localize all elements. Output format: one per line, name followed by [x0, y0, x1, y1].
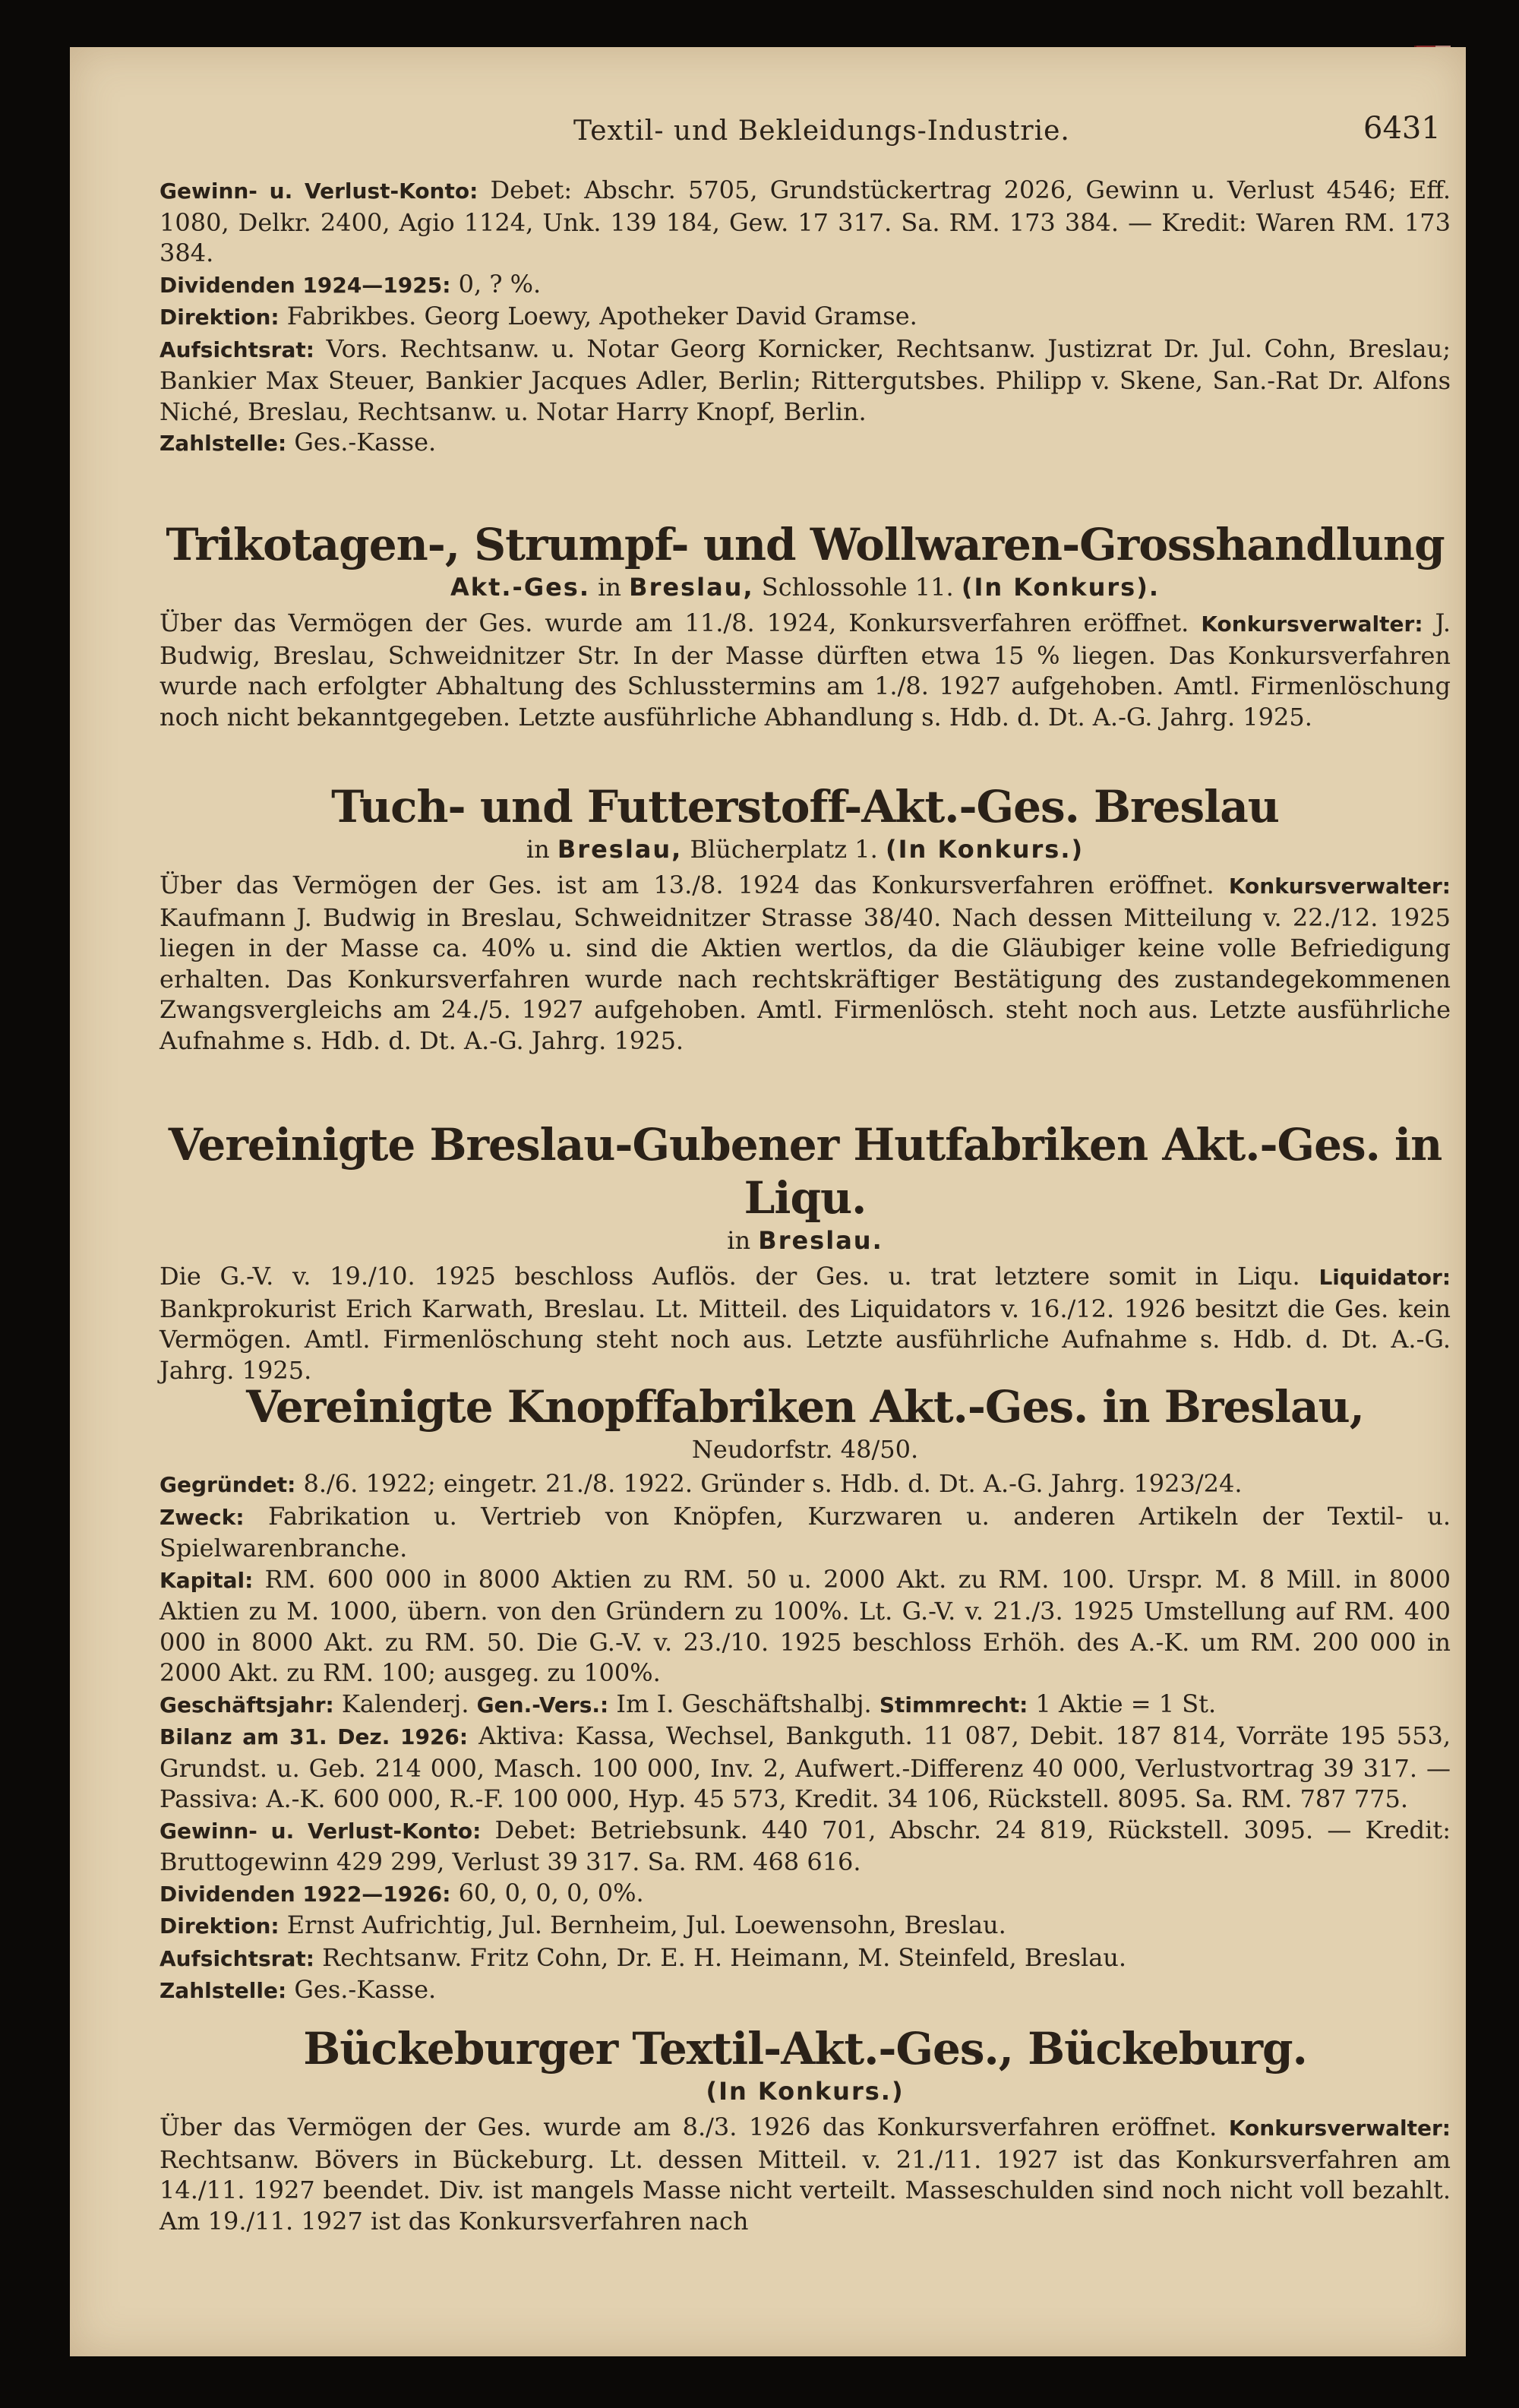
entry-subtitle	[159, 2075, 1451, 2107]
sub-in: in	[598, 573, 621, 602]
para-text-2: J. Budwig, Breslau, Schweidnitzer Str. In der Masse dürften etwa 15 % liegen. Das Konkursverfahren wurde nach erfolgter Abhaltung des Schlusstermins am 1./8. 1927 aufgehoben. Amtl. Firmenlöschung noch nicht bekanntgegeben. Letzte ausführliche Abhandlung s. Hdb. d. Dt. A.-G. Jahrg. 1925.	[159, 608, 1451, 732]
zahlstelle-label: Zahlstelle:	[159, 431, 287, 456]
gegruendet-label: Gegründet:	[159, 1472, 296, 1497]
direktion-line	[159, 301, 1451, 333]
aufsichtsrat-label: Aufsichtsrat:	[159, 337, 314, 362]
gewinn-paragraph	[159, 1815, 1451, 1878]
zweck-line	[159, 1501, 1451, 1564]
dividenden-text: 0, ? %.	[458, 269, 542, 299]
sub-city: Breslau,	[557, 835, 683, 864]
sub-address: Schlossohle 11.	[761, 573, 954, 602]
entry-subtitle	[159, 1225, 1451, 1256]
gen-vers-label: Gen.-Vers.:	[476, 1692, 609, 1718]
dividenden-line	[159, 269, 1451, 302]
zahlstelle-text: Ges.-Kasse.	[294, 1975, 437, 2004]
direktion-text: Fabrikbes. Georg Loewy, Apotheker David Gramse.	[286, 302, 917, 330]
sub-city: Breslau.	[758, 1226, 883, 1255]
entry-title: Tuch- und Futterstoff-Akt.-Ges. Breslau	[331, 781, 1279, 833]
dividenden-label: Dividenden 1922—1926:	[159, 1881, 451, 1907]
gegruendet-text: 8./6. 1922; eingetr. 21./8. 1922. Gründer s. Hdb. d. Dt. A.-G. Jahrg. 1923/24.	[303, 1469, 1243, 1498]
entry-paragraph	[159, 1261, 1451, 1386]
geschaeftsjahr-line	[159, 1689, 1451, 1721]
para-text-1: Über das Vermögen der Ges. wurde am 11./8. 1924, Konkursverfahren eröffnet.	[159, 608, 1189, 637]
gegruendet-line	[159, 1468, 1451, 1501]
konkursverwalter-label: Konkursverwalter:	[1201, 611, 1423, 637]
para-text-2: Rechtsanw. Bövers in Bückeburg. Lt. dessen Mitteil. v. 21./11. 1927 ist das Konkursverfahren am 14./11. 1927 beendet. Div. ist mangels Masse nicht verteilt. Masseschulden sind noch nicht voll bezahlt. Am 19./11. 1927 ist das Konkursverfahren nach	[159, 2144, 1451, 2236]
geschaeftsjahr-text: Kalenderj.	[341, 1689, 469, 1718]
aufsichtsrat-text: Rechtsanw. Fritz Cohn, Dr. E. H. Heimann, M. Steinfeld, Breslau.	[322, 1942, 1127, 1972]
scanned-page	[70, 47, 1466, 2356]
page-number: 6431	[1363, 111, 1441, 146]
para-text-1: Die G.-V. v. 19./10. 1925 beschloss Auflös. der Ges. u. trat letztere somit in Liqu.	[159, 1262, 1300, 1291]
direktion-text: Ernst Aufrichtig, Jul. Bernheim, Jul. Loewensohn, Breslau.	[286, 1910, 1006, 1939]
para-text-2: Kaufmann J. Budwig in Breslau, Schweidnitzer Strasse 38/40. Nach dessen Mitteilung v. 22./12. 1925 liegen in der Masse ca. 40% u. sind die Aktien wertlos, da die Gläubiger keine volle Befriedigung erhalten. Das Konkursverfahren wurde nach rechtskräftiger Bestätigung des zustandegekommenen Zwangsvergleichs am 24./5. 1927 aufgehoben. Amtl. Firmenlösch. steht noch aus. Letzte ausführliche Aufnahme s. Hdb. d. Dt. A.-G. Jahrg. 1925.	[159, 902, 1451, 1055]
entry-title: Vereinigte Breslau-Gubener Hutfabriken Akt.-Ges. in Liqu.	[168, 1119, 1442, 1224]
entry-title: Bückeburger Textil-Akt.-Ges., Bückeburg.	[303, 2023, 1307, 2075]
aufsichtsrat-text: Vors. Rechtsanw. u. Notar Georg Kornicker, Rechtsanw. Justizrat Dr. Jul. Cohn, Breslau; Bankier Max Steuer, Bankier Jacques Adler, Berlin; Rittergutsbes. Philipp v. Skene, San.-Rat Dr. Alfons Niché, Breslau, Rechtsanw. u. Notar Harry Knopf, Berlin.	[159, 333, 1451, 426]
sub-in: in	[526, 835, 550, 864]
sub-status: (In Konkurs.)	[706, 2077, 905, 2106]
dividenden-text: 60, 0, 0, 0, 0%.	[458, 1878, 644, 1907]
direktion-line	[159, 1910, 1451, 1942]
aufsichtsrat-paragraph	[159, 333, 1451, 428]
para-text-1: Über das Vermögen der Ges. wurde am 8./3. 1926 das Konkursverfahren eröffnet.	[159, 2113, 1217, 2141]
entry-paragraph	[159, 2112, 1451, 2236]
kapital-label: Kapital:	[159, 1567, 254, 1593]
stimmrecht-label: Stimmrecht:	[879, 1692, 1028, 1718]
direktion-label: Direktion:	[159, 1913, 279, 1939]
entry-title: Trikotagen-, Strumpf- und Wollwaren-Grosshandlung	[166, 519, 1445, 570]
gewinn-label: Gewinn- u. Verlust-Konto:	[159, 1818, 482, 1844]
zweck-label: Zweck:	[159, 1504, 245, 1530]
zahlstelle-line	[159, 427, 1451, 460]
entry-bueckeburger	[159, 2022, 1451, 2236]
direktion-label: Direktion:	[159, 305, 279, 330]
entry-tuch-futterstoff	[159, 780, 1451, 1056]
sub-address: Blücherplatz 1.	[690, 835, 878, 864]
sub-city: Breslau,	[629, 573, 754, 602]
dividenden-line	[159, 1878, 1451, 1910]
gewinn-paragraph	[159, 175, 1451, 269]
running-head	[159, 111, 1451, 161]
entry-subtitle	[159, 833, 1451, 865]
entry-paragraph	[159, 870, 1451, 1056]
zahlstelle-label: Zahlstelle:	[159, 1978, 287, 2003]
previous-company-block	[159, 175, 1451, 460]
stimmrecht-text: 1 Aktie = 1 St.	[1035, 1689, 1217, 1718]
entry-trikotagen	[159, 518, 1451, 732]
gewinn-text: Debet: Betriebsunk. 440 701, Abschr. 24 819, Rückstell. 3095. — Kredit: Bruttogewinn 429 299, Verlust 39 317. Sa. RM. 468 616.	[159, 1815, 1451, 1876]
zweck-text: Fabrikation u. Vertrieb von Knöpfen, Kurzwaren u. anderen Artikeln der Textil- u. Spielwarenbranche.	[159, 1501, 1451, 1563]
bilanz-paragraph	[159, 1721, 1451, 1815]
gewinn-label: Gewinn- u. Verlust-Konto:	[159, 179, 478, 204]
gewinn-text: Debet: Abschr. 5705, Grundstückertrag 2026, Gewinn u. Verlust 4546; Eff. 1080, Delkr. 2400, Agio 1124, Unk. 139 184, Gew. 17 317. Sa. RM. 173 384. — Kredit: Waren RM. 173 384.	[159, 175, 1451, 267]
aufsichtsrat-label: Aufsichtsrat:	[159, 1945, 314, 1971]
kapital-text: RM. 600 000 in 8000 Aktien zu RM. 50 u. 2000 Akt. zu RM. 100. Urspr. M. 8 Mill. in 8000 Aktien zu M. 1000, übern. von den Gründern zu 100%. Lt. G.-V. v. 21./3. 1925 Umstellung auf RM. 400 000 in 8000 Akt. zu RM. 50. Die G.-V. v. 23./10. 1925 beschloss Erhöh. des A.-K. um RM. 200 000 in 2000 Akt. zu RM. 100; ausgeg. zu 100%.	[159, 1564, 1451, 1687]
konkursverwalter-label: Konkursverwalter:	[1228, 874, 1451, 899]
zahlstelle-text: Ges.-Kasse.	[294, 428, 437, 457]
liquidator-label: Liquidator:	[1318, 1265, 1451, 1290]
kapital-paragraph	[159, 1564, 1451, 1689]
aufsichtsrat-line	[159, 1942, 1451, 1975]
entry-knopffabriken	[159, 1380, 1451, 2007]
sub-status: (In Konkurs).	[961, 573, 1160, 602]
entry-subtitle: Neudorfstr. 48/50.	[691, 1435, 919, 1464]
entry-title: Vereinigte Knopffabriken Akt.-Ges. in Breslau,	[246, 1381, 1364, 1433]
sub-in: in	[727, 1226, 751, 1255]
geschaeftsjahr-label: Geschäftsjahr:	[159, 1692, 334, 1718]
entry-paragraph	[159, 608, 1451, 732]
bilanz-label: Bilanz am 31. Dez. 1926:	[159, 1724, 469, 1749]
zahlstelle-line	[159, 1974, 1451, 2007]
entry-body	[159, 1468, 1451, 2007]
entry-subtitle	[159, 571, 1451, 603]
running-head-title: Textil- und Bekleidungs-Industrie.	[573, 115, 1070, 147]
sub-akt-ges: Akt.-Ges.	[450, 573, 590, 602]
para-text-2: Bankprokurist Erich Karwath, Breslau. Lt. Mitteil. des Liquidators v. 16./12. 1926 besitzt die Ges. kein Vermögen. Amtl. Firmenlöschung steht noch aus. Letzte ausführliche Aufnahme s. Hdb. d. Dt. A.-G. Jahrg. 1925.	[159, 1294, 1451, 1385]
para-text-1: Über das Vermögen der Ges. ist am 13./8. 1924 das Konkursverfahren eröffnet.	[159, 871, 1214, 899]
konkursverwalter-label: Konkursverwalter:	[1228, 2116, 1451, 2141]
bilanz-text: Aktiva: Kassa, Wechsel, Bankguth. 11 087, Debit. 187 814, Vorräte 195 553, Grundst. u. Geb. 214 000, Masch. 100 000, Inv. 2, Aufwert.-Differenz 40 000, Verlustvortrag 39 317. — Passiva: A.-K. 600 000, R.-F. 100 000, Hyp. 45 573, Kredit. 34 106, Rückstell. 8095. Sa. RM. 787 775.	[159, 1721, 1451, 1813]
sub-status: (In Konkurs.)	[886, 835, 1085, 864]
gen-vers-text: Im I. Geschäftshalbj.	[616, 1689, 872, 1718]
entry-breslau-gubener	[159, 1118, 1451, 1386]
dividenden-label: Dividenden 1924—1925:	[159, 272, 451, 298]
